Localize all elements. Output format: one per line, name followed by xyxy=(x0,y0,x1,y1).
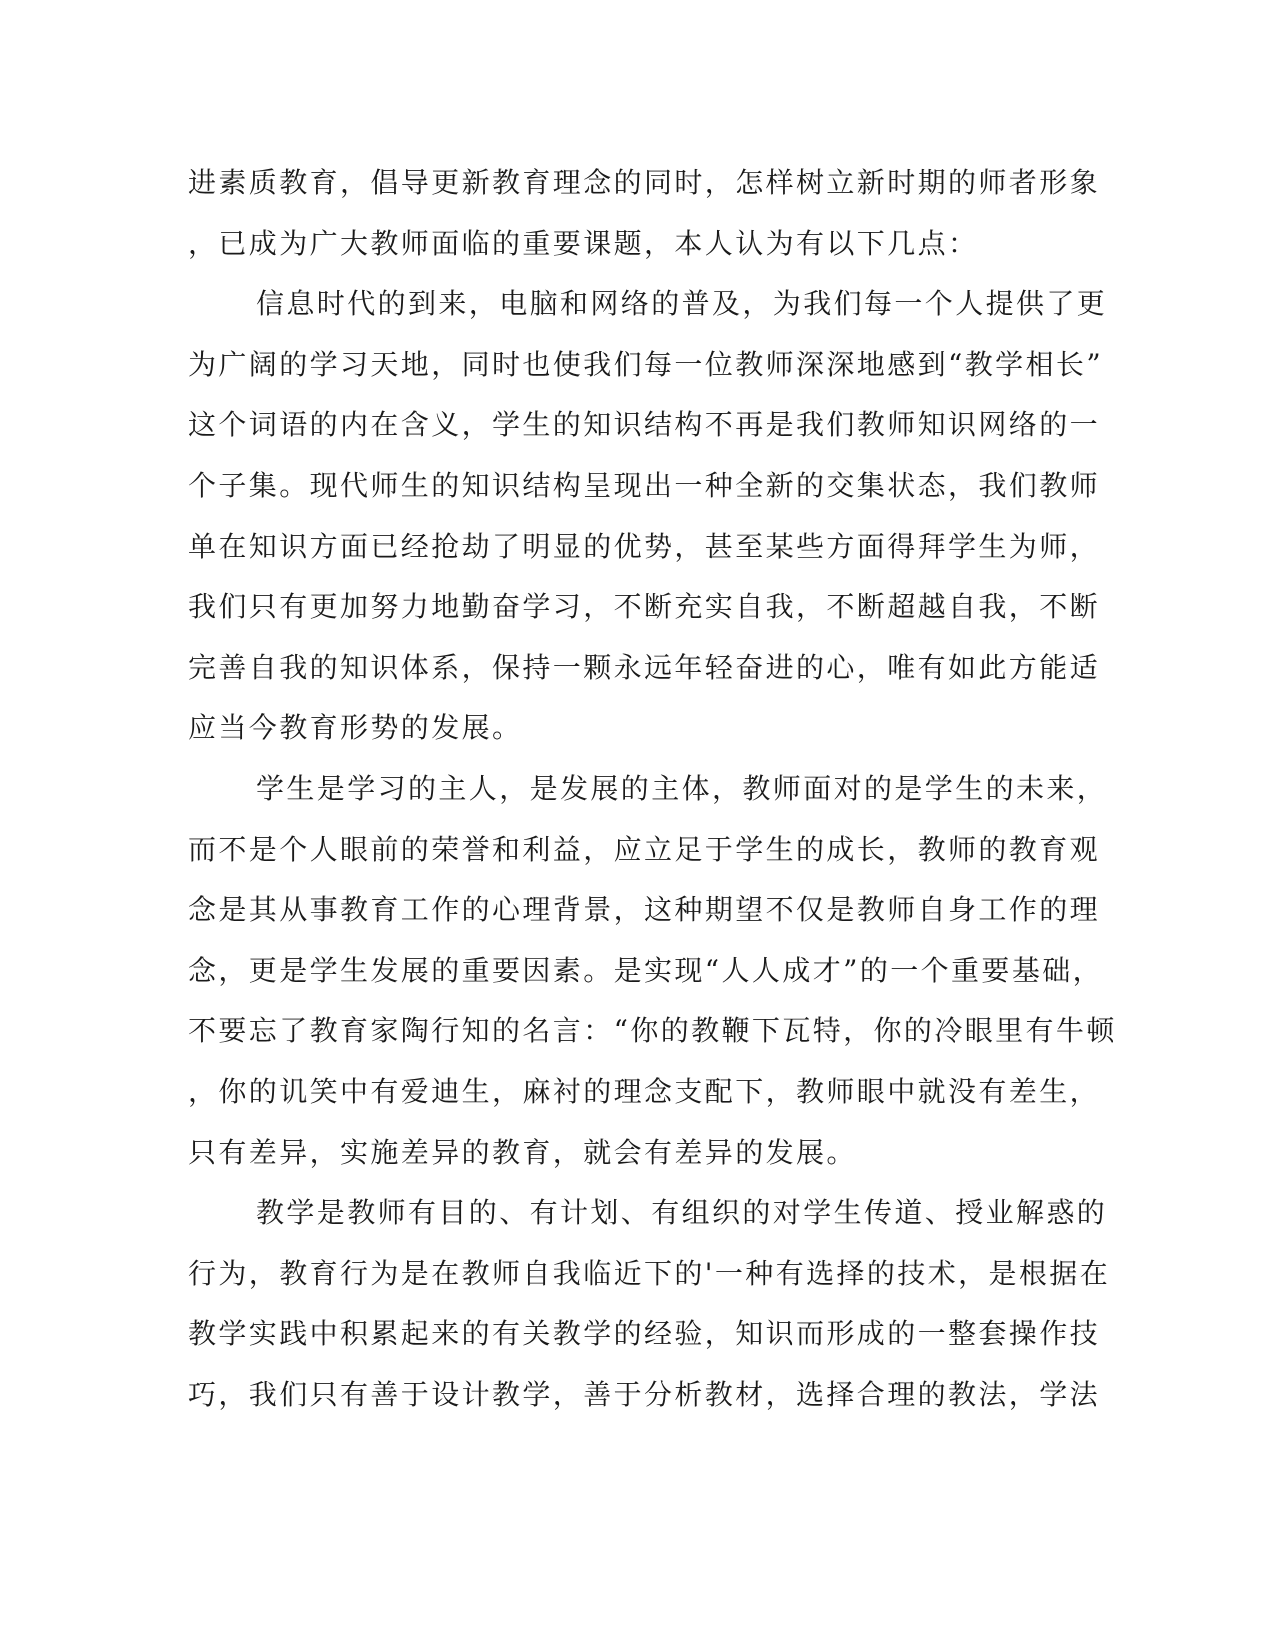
paragraph-start-line: 教学是教师有目的、有计划、有组织的对学生传道、授业解惑的 xyxy=(256,1196,1108,1230)
text-line: 应当今教育形势的发展。 xyxy=(188,711,523,745)
document-body xyxy=(188,165,1117,1437)
text-line: 进素质教育，倡导更新教育理念的同时，怎样树立新时期的师者形象 xyxy=(188,166,1101,199)
text-line: 不要忘了教育家陶行知的名言：“你的教鞭下瓦特，你的冷眼里有牛顿 xyxy=(188,1014,1117,1048)
text-line: 个子集。现代师生的知识结构呈现出一种全新的交集状态，我们教师 xyxy=(188,468,1101,502)
text-line: 单在知识方面已经抢劫了明显的优势，甚至某些方面得拜学生为师， xyxy=(188,529,1101,563)
text-line: 我们只有更加努力地勤奋学习，不断充实自我，不断超越自我，不断 xyxy=(188,590,1101,624)
text-line: ，你的讥笑中有爱迪生，麻衬的理念支配下，教师眼中就没有差生， xyxy=(188,1074,1101,1108)
text-line: 教学实践中积累起来的有关教学的经验，知识而形成的一整套操作技 xyxy=(188,1317,1101,1351)
text-line: 念是其从事教育工作的心理背景，这种期望不仅是教师自身工作的理 xyxy=(188,893,1101,927)
text-line: 这个词语的内在含义，学生的知识结构不再是我们教师知识网络的一 xyxy=(188,408,1101,442)
text-line: 巧，我们只有善于设计教学，善于分析教材，选择合理的教法，学法 xyxy=(188,1377,1101,1411)
text-line: 为广阔的学习天地，同时也使我们每一位教师深深地感到“教学相长” xyxy=(188,347,1104,381)
paragraph-start-line: 学生是学习的主人，是发展的主体，教师面对的是学生的未来， xyxy=(256,771,1108,805)
text-line: 行为，教育行为是在教师自我临近下的'一种有选择的技术，是根据在 xyxy=(188,1256,1111,1290)
text-line: 念，更是学生发展的重要因素。是实现“人人成才”的一个重要基础， xyxy=(188,953,1104,987)
text-line: 只有差异，实施差异的教育，就会有差异的发展。 xyxy=(188,1135,857,1169)
text-line: 而不是个人眼前的荣誉和利益，应立足于学生的成长，教师的教育观 xyxy=(188,832,1101,866)
text-line: 完善自我的知识体系，保持一颗永远年轻奋进的心，唯有如此方能适 xyxy=(188,650,1101,684)
paragraph-start-line: 信息时代的到来，电脑和网络的普及，为我们每一个人提供了更 xyxy=(256,287,1108,321)
text-line: ，已成为广大教师面临的重要课题，本人认为有以下几点： xyxy=(188,226,979,260)
